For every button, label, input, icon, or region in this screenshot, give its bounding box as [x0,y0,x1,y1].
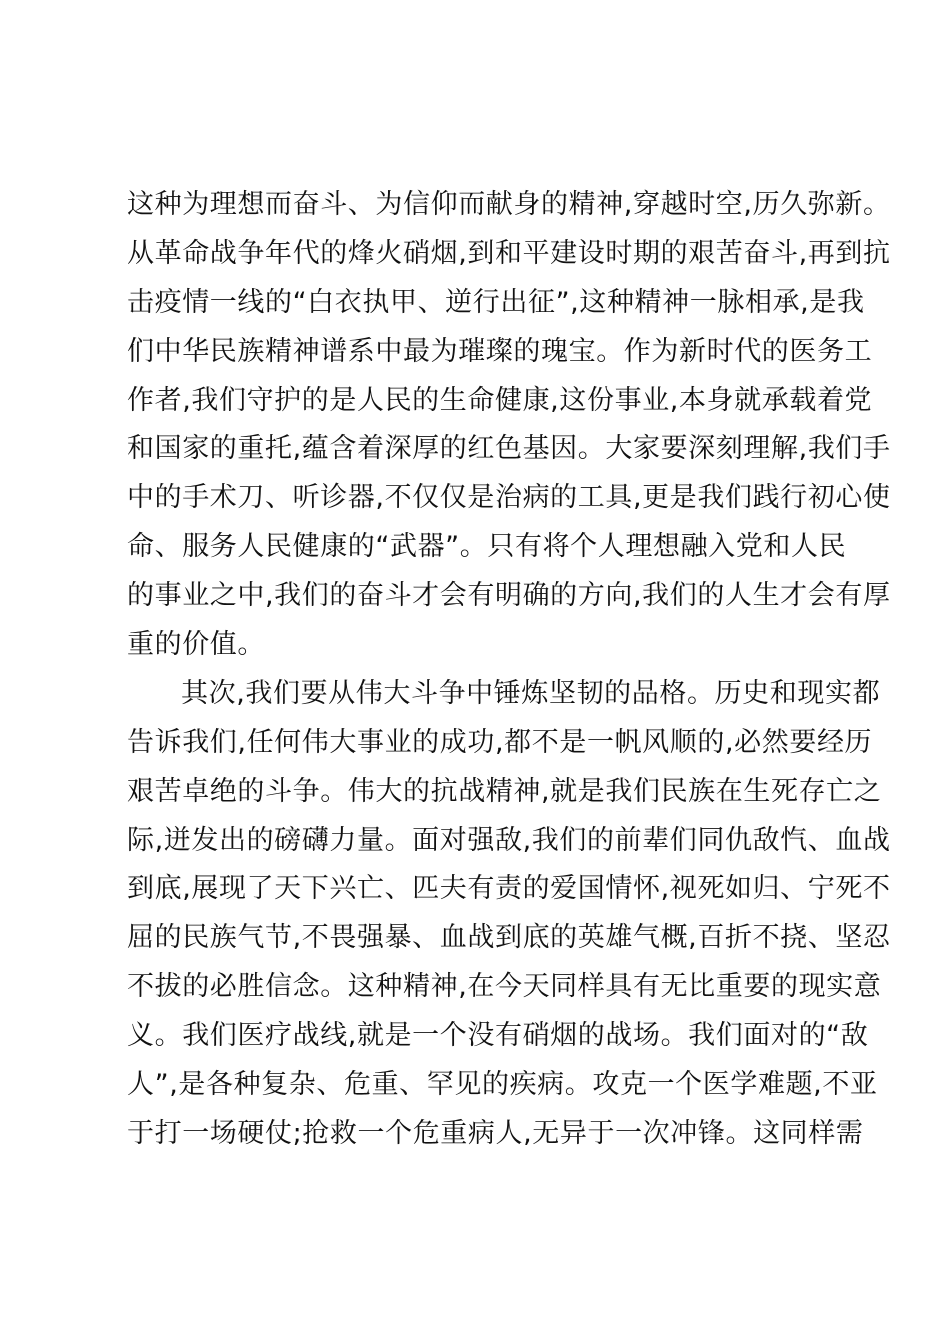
text-line: 际,迸发出的磅礴力量。面对强敌,我们的前辈们同仇敌忾、血战 [127,824,891,856]
text-line: 不拔的必胜信念。这种精神,在今天同样具有无比重要的现实意 [127,971,882,1003]
text-line: 告诉我们,任何伟大事业的成功,都不是一帆风顺的,必然要经历 [127,726,873,758]
text-line: 作者,我们守护的是人民的生命健康,这份事业,本身就承载着党 [127,384,873,416]
text-line: 的事业之中,我们的奋斗才会有明确的方向,我们的人生才会有厚 [127,580,891,612]
text-line: 击疫情一线的“白衣执甲、逆行出征”,这种精神一脉相承,是我 [127,286,865,318]
text-line: 和国家的重托,蕴含着深厚的红色基因。大家要深刻理解,我们手 [127,433,891,465]
text-line: 人”,是各种复杂、危重、罕见的疾病。攻克一个医学难题,不亚 [127,1069,878,1101]
text-line: 义。我们医疗战线,就是一个没有硝烟的战场。我们面对的“敌 [127,1020,869,1052]
body-text [127,181,891,1159]
text-line: 们中华民族精神谱系中最为璀璨的瑰宝。作为新时代的医务工 [127,335,873,367]
paragraph-start-line: 其次,我们要从伟大斗争中锤炼坚韧的品格。历史和现实都 [181,677,881,709]
text-line: 从革命战争年代的烽火硝烟,到和平建设时期的艰苦奋斗,再到抗 [127,237,891,269]
text-line: 中的手术刀、听诊器,不仅仅是治病的工具,更是我们践行初心使 [127,482,891,514]
text-line: 于打一场硬仗;抢救一个危重病人,无异于一次冲锋。这同样需 [127,1117,864,1149]
text-line: 艰苦卓绝的斗争。伟大的抗战精神,就是我们民族在生死存亡之 [127,775,882,807]
text-line: 到底,展现了天下兴亡、匹夫有责的爱国情怀,视死如归、宁死不 [127,873,891,905]
text-line: 命、服务人民健康的“武器”。只有将个人理想融入党和人民 [127,531,847,563]
text-line: 屈的民族气节,不畏强暴、血战到底的英雄气概,百折不挠、坚忍 [127,922,891,954]
text-line: 重的价值。 [127,629,265,661]
text-line: 这种为理想而奋斗、为信仰而献身的精神,穿越时空,历久弥新。 [127,189,891,220]
